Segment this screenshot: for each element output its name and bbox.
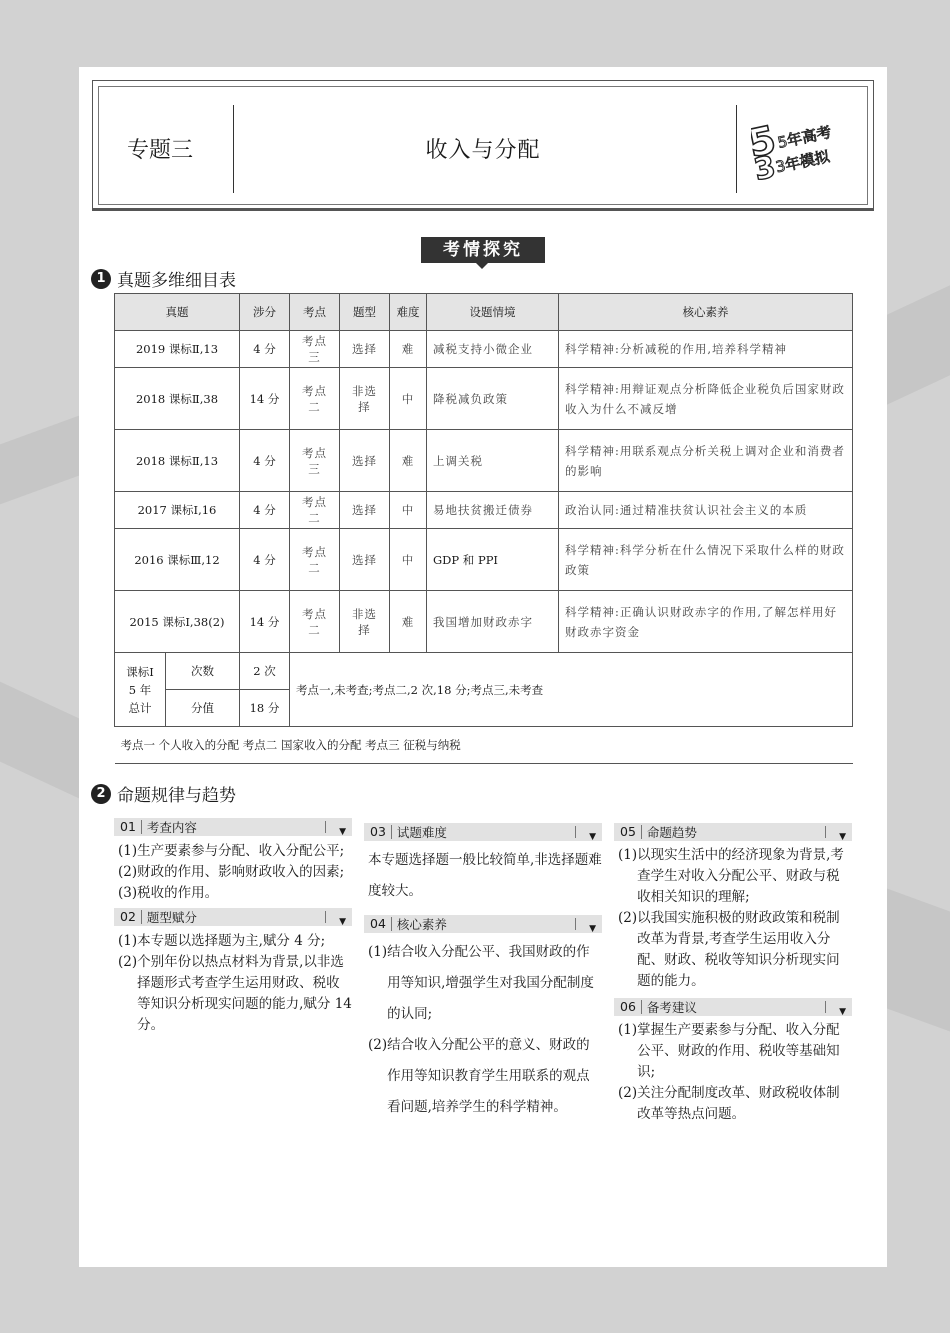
exam-cell: 2015 课标Ⅰ,38(2) (115, 591, 240, 653)
column-header: 涉分 (240, 294, 290, 331)
divider (575, 826, 576, 838)
core-cell: 政治认同:通过精准扶贫认识社会主义的本质 (559, 492, 853, 529)
score-cell: 4 分 (240, 529, 290, 591)
item-mark: (1) (618, 847, 638, 863)
section-banner: 考情探究 (421, 237, 545, 263)
block-body (614, 841, 852, 998)
summary-label-line: 总计 (128, 700, 152, 715)
table-row (115, 591, 853, 653)
difficulty-cell: 难 (390, 591, 427, 653)
item-mark: (1) (618, 1022, 638, 1038)
block-body (364, 933, 602, 1123)
chevron-down-icon: ▼ (589, 832, 596, 842)
scene-cell: 减税支持小微企业 (427, 331, 559, 368)
scene-cell: 降税减负政策 (427, 368, 559, 430)
core-cell: 科学精神:科学分析在什么情况下采取什么样的财政政策 (559, 529, 853, 591)
chevron-down-icon: ▼ (589, 924, 596, 934)
block-number: 05 (614, 825, 642, 839)
summary-label-line: 课标Ⅰ (126, 664, 154, 679)
column-header: 真题 (115, 294, 240, 331)
section-number: 2 (91, 784, 111, 804)
block-title: 备考建议 (646, 999, 697, 1015)
core-cell: 科学精神:用联系观点分析关税上调对企业和消费者的影响 (559, 430, 853, 492)
list-item (618, 1083, 852, 1125)
exam-cell: 2018 课标Ⅱ,13 (115, 430, 240, 492)
difficulty-cell: 中 (390, 368, 427, 430)
block-number: 03 (364, 825, 392, 839)
chevron-down-icon: ▼ (339, 827, 346, 837)
block-number: 02 (114, 910, 142, 924)
logo-text: 5年高考 (776, 122, 834, 152)
column-middle (364, 823, 602, 1123)
item-text: 财政的作用、影响财政收入的因素; (137, 864, 345, 880)
summary-block (115, 653, 240, 727)
background-shape (887, 889, 950, 1032)
banner-pointer (476, 263, 488, 269)
svg-text:5: 5 (751, 117, 780, 166)
score-cell: 4 分 (240, 492, 290, 529)
list-item (118, 862, 352, 883)
scene-cell: 上调关税 (427, 430, 559, 492)
block-title: 核心素养 (396, 916, 447, 932)
table-row (115, 368, 853, 430)
divider (325, 821, 326, 833)
exam-cell: 2018 课标Ⅱ,38 (115, 368, 240, 430)
block-body (114, 926, 352, 1036)
list-item (618, 845, 852, 908)
score-cell: 14 分 (240, 591, 290, 653)
column-header: 核心素养 (559, 294, 853, 331)
item-mark: (1) (118, 933, 138, 949)
exam-detail-table (114, 293, 853, 764)
column-header: 难度 (390, 294, 427, 331)
score-cell: 14 分 (240, 368, 290, 430)
svg-text:3: 3 (751, 149, 779, 181)
difficulty-cell: 中 (390, 492, 427, 529)
block-body (364, 841, 602, 915)
table-row (115, 331, 853, 368)
exam-cell: 2019 课标Ⅱ,13 (115, 331, 240, 368)
block-header (614, 998, 852, 1016)
brand-logo (751, 111, 861, 181)
column-left (114, 818, 352, 1036)
item-mark: (2) (618, 910, 638, 926)
table-row (115, 529, 853, 591)
type-cell: 非选择 (340, 591, 390, 653)
column-header: 设题情境 (427, 294, 559, 331)
point-cell: 考点三 (290, 331, 340, 368)
background-shape (0, 416, 79, 505)
summary-row (115, 653, 853, 690)
list-item (618, 1020, 852, 1083)
item-text: 结合收入分配公平、我国财政的作用等知识,增强学生对我国分配制度的认同; (387, 944, 594, 1022)
block-header (364, 915, 602, 933)
type-cell: 选择 (340, 529, 390, 591)
block-header (364, 823, 602, 841)
count-value: 2 次 (240, 653, 290, 690)
column-header: 题型 (340, 294, 390, 331)
item-mark: (3) (118, 885, 138, 901)
list-item (118, 883, 352, 904)
table-header-row (115, 294, 853, 331)
list-item (368, 1030, 602, 1123)
item-text: 掌握生产要素参与分配、收入分配公平、财政的作用、税收等基础知识; (637, 1022, 840, 1080)
logo-icon (751, 111, 861, 181)
type-cell: 选择 (340, 492, 390, 529)
section-number: 1 (91, 269, 111, 289)
summary-detail: 考点一,未考查;考点二,2 次,18 分;考点三,未考查 (290, 653, 853, 727)
point-cell: 考点二 (290, 492, 340, 529)
background-shape (0, 682, 79, 799)
table-row (115, 430, 853, 492)
block-header (614, 823, 852, 841)
item-text: 本专题以选择题为主,赋分 4 分; (137, 933, 326, 949)
block-header (114, 818, 352, 836)
block-title: 考查内容 (146, 819, 197, 835)
core-cell: 科学精神:分析减税的作用,培养科学精神 (559, 331, 853, 368)
count-label: 次数 (166, 653, 240, 690)
item-text: 关注分配制度改革、财政税收体制改革等热点问题。 (637, 1085, 840, 1122)
summary-label (115, 653, 166, 726)
block-body (614, 1016, 852, 1125)
exam-cell: 2017 课标Ⅰ,16 (115, 492, 240, 529)
difficulty-cell: 难 (390, 331, 427, 368)
block-title: 题型赋分 (146, 909, 197, 925)
point-cell: 考点三 (290, 430, 340, 492)
divider (825, 826, 826, 838)
block-body (114, 836, 352, 908)
item-text: 以我国实施积极的财政政策和税制改革为背景,考查学生运用收入分配、财政、税收等知识分析现实问题的能力。 (637, 910, 840, 989)
item-mark: (2) (618, 1085, 638, 1101)
topic-label: 专题三 (127, 138, 194, 163)
block-title: 试题难度 (396, 824, 447, 840)
item-mark: (2) (368, 1037, 388, 1053)
point-cell: 考点二 (290, 591, 340, 653)
background-shape (887, 285, 950, 404)
list-item (368, 937, 602, 1030)
item-mark: (1) (368, 944, 388, 960)
chevron-down-icon: ▼ (839, 832, 846, 842)
divider (325, 911, 326, 923)
exam-cell: 2016 课标Ⅲ,12 (115, 529, 240, 591)
chapter-header (92, 80, 874, 211)
exam-point-notes: 考点一 个人收入的分配 考点二 国家收入的分配 考点三 征税与纳税 (115, 727, 853, 764)
scene-cell: GDP 和 PPI (427, 529, 559, 591)
item-mark: (2) (118, 954, 138, 970)
section-title: 真题多维细目表 (117, 271, 236, 291)
chevron-down-icon: ▼ (839, 1007, 846, 1017)
item-text: 生产要素参与分配、收入分配公平; (137, 843, 345, 859)
block-header (114, 908, 352, 926)
score-value: 18 分 (240, 690, 290, 727)
score-cell: 4 分 (240, 430, 290, 492)
block-number: 01 (114, 820, 142, 834)
item-text: 税收的作用。 (137, 885, 219, 901)
chevron-down-icon: ▼ (339, 917, 346, 927)
section-2-heading (91, 781, 236, 806)
scene-cell: 我国增加财政赤字 (427, 591, 559, 653)
type-cell: 选择 (340, 331, 390, 368)
difficulty-cell: 中 (390, 529, 427, 591)
logo-text: 3年模拟 (774, 147, 832, 177)
block-number: 04 (364, 917, 392, 931)
score-label: 分值 (191, 701, 214, 715)
point-cell: 考点二 (290, 368, 340, 430)
point-cell: 考点二 (290, 529, 340, 591)
block-title: 命题趋势 (646, 824, 697, 840)
list-item (118, 931, 352, 952)
item-mark: (1) (118, 843, 138, 859)
difficulty-cell: 难 (390, 430, 427, 492)
document-page (79, 67, 887, 1267)
list-item (618, 908, 852, 992)
column-right (614, 823, 852, 1125)
divider (575, 918, 576, 930)
list-item (118, 841, 352, 862)
scene-cell: 易地扶贫搬迁债券 (427, 492, 559, 529)
core-cell: 科学精神:用辩证观点分析降低企业税负后国家财政收入为什么不减反增 (559, 368, 853, 430)
divider (825, 1001, 826, 1013)
table-row (115, 492, 853, 529)
item-mark: (2) (118, 864, 138, 880)
summary-inner-table (115, 653, 239, 726)
type-cell: 非选择 (340, 368, 390, 430)
summary-label-line: 5 年 (128, 682, 152, 697)
item-text: 以现实生活中的经济现象为背景,考查学生对收入分配公平、财政与税收相关知识的理解; (637, 847, 844, 905)
notes-row (115, 727, 853, 764)
core-cell: 科学精神:正确认识财政赤字的作用,了解怎样用好财政赤字资金 (559, 591, 853, 653)
item-text: 个别年份以热点材料为背景,以非选择题形式考查学生运用财政、税收等知识分析现实问题的能力,赋分 14 分。 (137, 954, 352, 1033)
section-1-heading (91, 266, 236, 291)
chapter-title: 收入与分配 (425, 138, 541, 163)
column-header: 考点 (290, 294, 340, 331)
block-text: 本专题选择题一般比较简单,非选择题难度较大。 (368, 852, 602, 899)
list-item (118, 952, 352, 1036)
score-cell: 4 分 (240, 331, 290, 368)
section-title: 命题规律与趋势 (117, 786, 236, 806)
item-text: 结合收入分配公平的意义、财政的作用等知识教育学生用联系的观点看问题,培养学生的科学精神。 (387, 1037, 590, 1115)
block-number: 06 (614, 1000, 642, 1014)
type-cell: 选择 (340, 430, 390, 492)
